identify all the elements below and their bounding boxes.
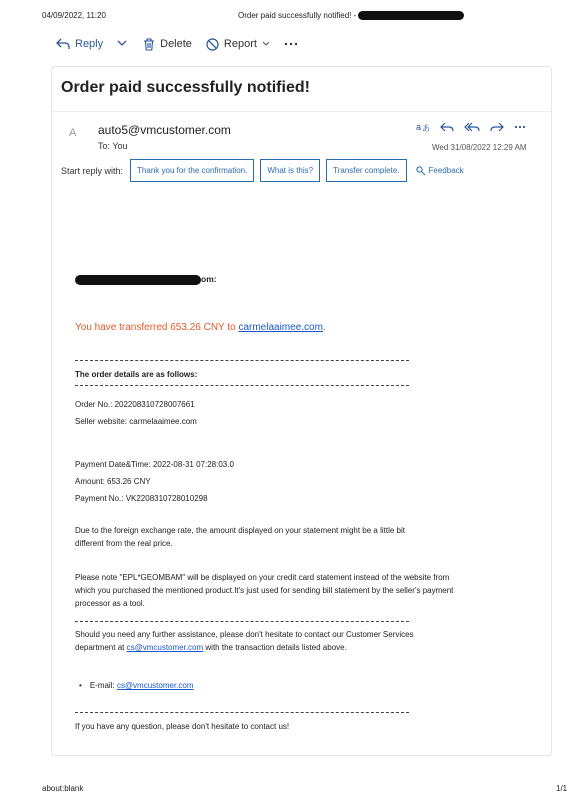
quick-reply-option[interactable]: Thank you for the confirmation.: [130, 159, 254, 182]
forward-icon[interactable]: [490, 121, 504, 133]
feedback-icon: [416, 166, 426, 176]
payment-number: Payment No.: VK2208310728010298: [75, 494, 208, 503]
reply-icon: [56, 38, 70, 50]
list-item: [79, 679, 194, 692]
fx-note: Due to the foreign exchange rate, the amount displayed on your statement might be a little bit different from the real price.: [75, 526, 405, 548]
assistance-note: Should you need any further assistance, please don't hesitate to contact our Customer Services department at cs@vmcustomer.com with the transaction details listed above.: [75, 630, 414, 652]
support-email-link[interactable]: cs@vmcustomer.com: [126, 643, 204, 652]
svg-text:あ: あ: [422, 124, 430, 133]
delete-button[interactable]: [143, 38, 192, 51]
bullet-icon: •: [79, 681, 82, 690]
message-date: Wed 31/08/2022 12:29 AM: [432, 143, 527, 152]
order-number: Order No.: 202208310728007661: [75, 400, 195, 409]
translate-icon[interactable]: [416, 121, 430, 133]
trash-icon: [143, 38, 155, 51]
payment-amount: Amount: 653.26 CNY: [75, 477, 151, 486]
mail-toolbar: [56, 34, 312, 54]
print-url: about:blank: [42, 784, 84, 793]
more-options-button[interactable]: [284, 42, 298, 46]
quick-reply-option[interactable]: What is this?: [260, 159, 320, 182]
quick-reply-option[interactable]: Transfer complete.: [326, 159, 406, 182]
feedback-label: Feedback: [428, 166, 464, 175]
report-button[interactable]: [206, 38, 270, 51]
reply-all-icon[interactable]: [464, 121, 480, 133]
seller-website: Seller website: carmelaaimee.com: [75, 417, 197, 426]
descriptor-note: Please note "EPL*GEOMBAM" will be displayed on your credit card statement instead of the website from which you purchased the mentioned product.It's just used for sending bill statement by the seller's payment processor as a tool.: [75, 573, 454, 608]
reply-label: Reply: [75, 38, 104, 50]
contact-email-link[interactable]: cs@vmcustomer.com: [116, 681, 194, 690]
message-subject: Order paid successfully notified!: [61, 79, 310, 96]
print-title: Order paid successfully notified! -: [238, 11, 464, 20]
ellipsis-icon: [284, 42, 298, 46]
merchant-link[interactable]: carmelaaimee.com: [238, 322, 323, 333]
divider: [75, 712, 409, 713]
reply-options-chevron-icon[interactable]: [117, 39, 127, 50]
sender-avatar: A: [69, 127, 77, 139]
more-actions-icon[interactable]: [514, 121, 526, 133]
chevron-down-icon: [262, 41, 270, 47]
print-page-number: 1/1: [556, 784, 568, 793]
divider: [75, 621, 409, 622]
quick-reply-bar: [61, 159, 464, 182]
message-card: [51, 66, 552, 756]
sender-address[interactable]: auto5@vmcustomer.com: [98, 123, 231, 137]
redacted-address: [358, 11, 464, 20]
print-date: 04/09/2022, 11:20: [42, 11, 106, 20]
payment-datetime: Payment Date&Time: 2022-08-31 07:28:03.0: [75, 460, 234, 469]
recipient-line: To: You: [98, 141, 128, 151]
closing-line: If you have any question, please don't hesitate to contact us!: [75, 722, 290, 731]
message-actions: [416, 121, 526, 133]
reply-icon[interactable]: [440, 121, 454, 133]
quick-reply-label: Start reply with:: [61, 165, 124, 176]
redacted-recipient: [75, 275, 201, 285]
details-heading: The order details are as follows:: [75, 370, 198, 379]
reply-button[interactable]: [56, 38, 103, 50]
report-label: Report: [223, 38, 257, 50]
divider: [75, 360, 409, 361]
salutation: om:: [75, 273, 217, 286]
print-header: [0, 11, 582, 25]
subject-divider: [52, 111, 551, 112]
divider: [75, 385, 409, 386]
svg-text:a: a: [416, 122, 422, 132]
transfer-summary: You have transferred 653.26 CNY to carmelaaimee.com.: [75, 322, 326, 333]
email-label: E-mail:: [89, 681, 117, 690]
feedback-link[interactable]: [416, 166, 464, 176]
block-icon: [206, 38, 219, 51]
delete-label: Delete: [160, 38, 192, 50]
